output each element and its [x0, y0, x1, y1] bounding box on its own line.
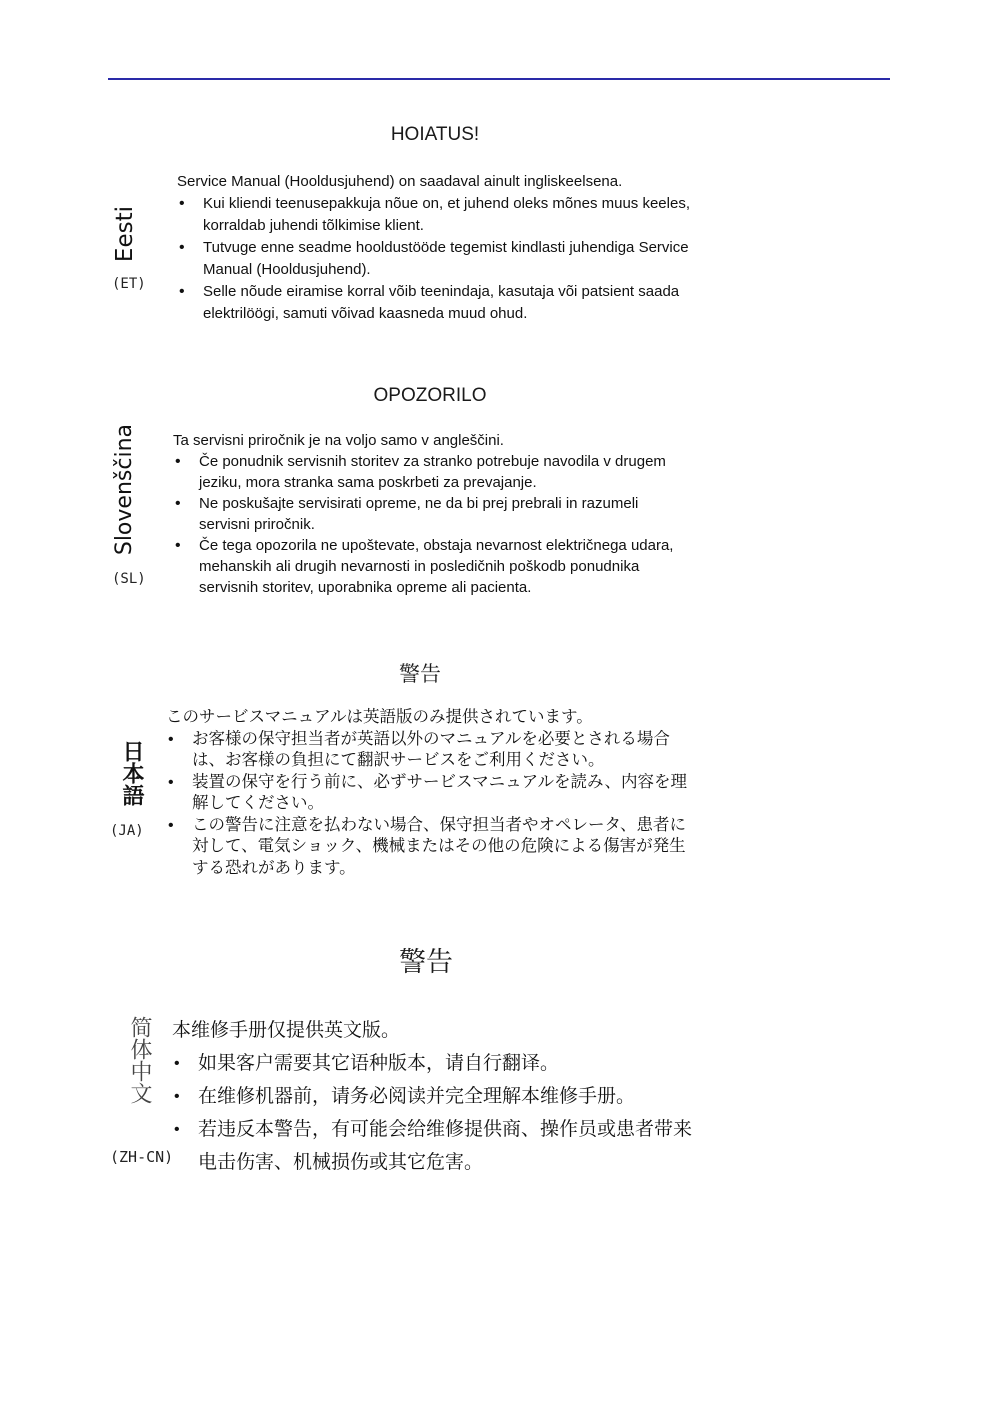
section-body — [177, 171, 697, 325]
language-code: (SL) — [112, 571, 146, 587]
list-item: • 装置の保守を行う前に、必ずサービスマニュアルを読み、内容を理解してください。 — [192, 772, 696, 815]
section-body — [166, 707, 696, 879]
language-label: Eesti — [112, 206, 138, 263]
bullet-list — [177, 193, 697, 325]
section-title: 警告 — [399, 947, 453, 977]
list-item: • 在维修机器前，请务必阅读并完全理解本维修手册。 — [198, 1080, 692, 1113]
language-label: Slovenščina — [112, 424, 137, 556]
bullet-list — [173, 451, 693, 598]
language-code: (ET) — [112, 276, 146, 292]
list-item: • 如果客户需要其它语种版本，请自行翻译。 — [198, 1047, 692, 1080]
intro-text: Ta servisni priročnik je na voljo samo v angleščini. — [173, 432, 504, 449]
section-body — [173, 430, 693, 598]
language-label: 日本語 — [119, 740, 144, 806]
list-item: • Če tega opozorila ne upoštevate, obstaja nevarnost električnega udara, mehanskih ali drugih nevarnosti in posledičnih poškodb ponudnika servisnih storitev, uporabnika opreme ali pacienta. — [199, 535, 693, 598]
language-label: 简体中文 — [127, 1016, 152, 1104]
list-item: • Kui kliendi teenusepakkuja nõue on, et juhend oleks mõnes muus keeles, korraldab juhendi tõlkimise klient. — [203, 193, 697, 237]
intro-text: 本维修手册仅提供英文版。 — [172, 1020, 401, 1041]
section-title: HOIATUS! — [390, 124, 480, 145]
header-rule — [108, 78, 890, 80]
list-item: • この警告に注意を払わない場合、保守担当者やオペレータ、患者に対して、電気ショック、機械またはその他の危険による傷害が発生する恐れがあります。 — [192, 815, 696, 880]
section-body — [172, 1014, 692, 1179]
list-item: • 若违反本警告，有可能会给维修提供商、操作员或患者带来电击伤害、机械损伤或其它危害。 — [198, 1113, 692, 1179]
list-item: • お客様の保守担当者が英語以外のマニュアルを必要とされる場合は、お客様の負担にて翻訳サービスをご利用ください。 — [192, 729, 696, 772]
intro-text: このサービスマニュアルは英語版のみ提供されています。 — [166, 708, 593, 726]
bullet-list — [172, 1047, 692, 1179]
intro-text: Service Manual (Hooldusjuhend) on saadaval ainult ingliskeelsena. — [177, 173, 623, 190]
language-code: (JA) — [110, 823, 144, 839]
section-title: 警告 — [399, 663, 441, 686]
section-title: OPOZORILO — [373, 385, 487, 406]
list-item: • Ne poskušajte servisirati opreme, ne da bi prej prebrali in razumeli servisni priročnik. — [199, 493, 693, 535]
list-item: • Če ponudnik servisnih storitev za stranko potrebuje navodila v drugem jeziku, mora stranka sama poskrbeti za prevajanje. — [199, 451, 693, 493]
list-item: • Selle nõude eiramise korral võib teenindaja, kasutaja või patsient saada elektrilöögi, samuti võivad kaasneda muud ohud. — [203, 281, 697, 325]
bullet-list — [166, 729, 696, 880]
list-item: • Tutvuge enne seadme hooldustööde tegemist kindlasti juhendiga Service Manual (Hooldusjuhend). — [203, 237, 697, 281]
language-code: (ZH-CN) — [110, 1148, 174, 1166]
